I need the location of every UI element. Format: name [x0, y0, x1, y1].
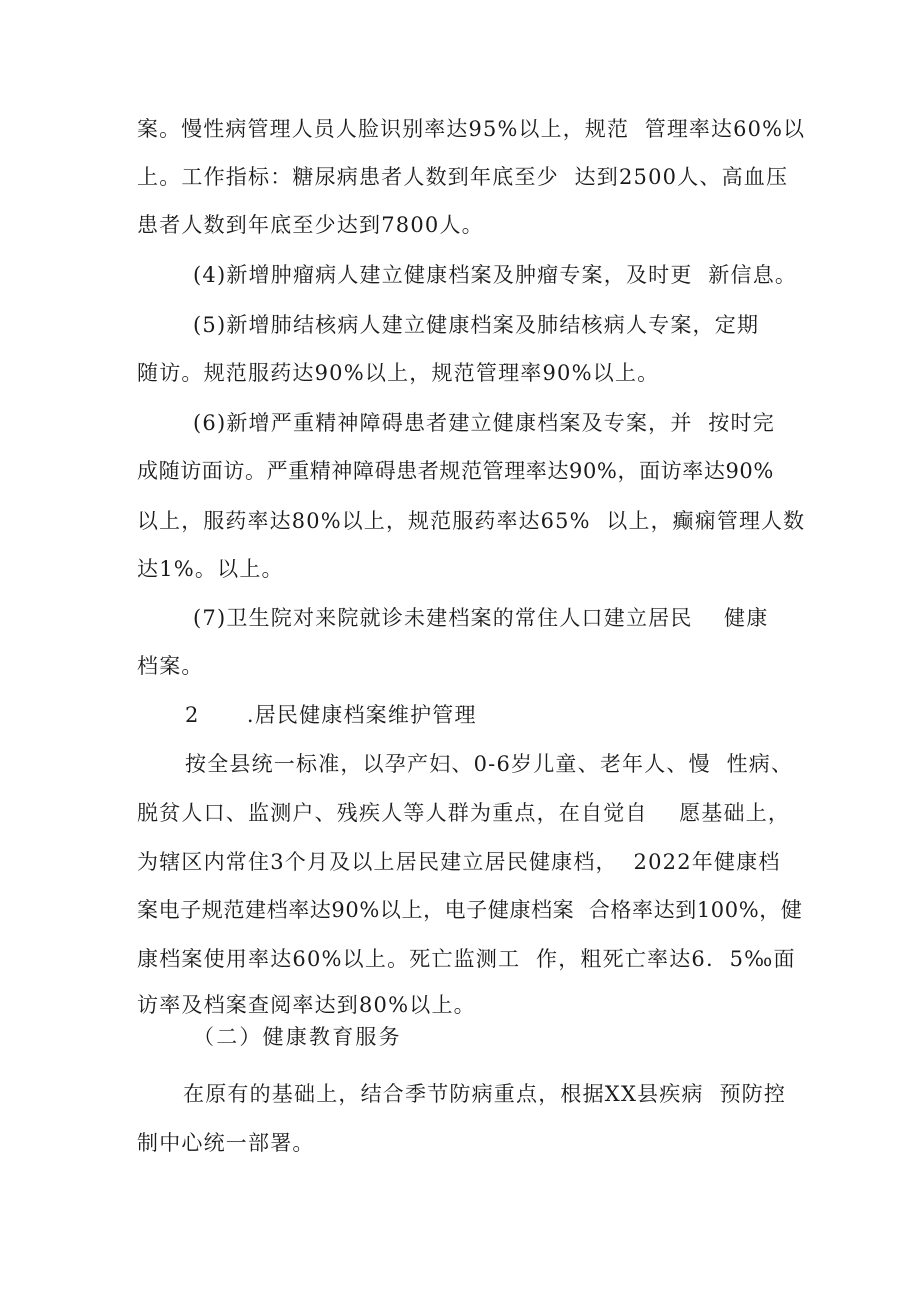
text-line-1: 案。慢性病管理人员人脸识别率达95%以上，规范 管理率达60%以	[137, 117, 806, 141]
text-line-18: 康档案使用率达60%以上。死亡监测工 作，粗死亡率达6. 5‰面	[137, 947, 796, 971]
text-line-14: 按全县统一标准，以孕产妇、0-6岁儿童、老年人、慢 性病、	[185, 752, 794, 776]
section-heading-2: 2 .居民健康档案维护管理	[185, 703, 477, 727]
text-line-5: (5)新增肺结核病人建立健康档案及肺结核病人专案，定期	[193, 313, 760, 337]
text-line-7: (6)新增严重精神障碍患者建立健康档案及专案，并 按时完	[193, 411, 775, 435]
text-line-6: 随访。规范服药达90%以上，规范管理率90%以上。	[137, 361, 660, 385]
text-line-15: 脱贫人口、监测户、残疾人等人群为重点，在自觉自 愿基础上，	[137, 801, 791, 825]
text-line-17: 案电子规范建档率达90%以上，电子健康档案 合格率达到100%，健	[137, 898, 803, 922]
text-line-3: 患者人数到年底至少达到7800人。	[137, 213, 484, 237]
text-line-12: 档案。	[137, 654, 204, 678]
text-line-16: 为辖区内常住3个月及以上居民建立居民健康档， 2022年健康档	[137, 850, 781, 874]
text-line-22: 制中心统一部署。	[137, 1131, 315, 1155]
text-line-4: (4)新增肿瘤病人建立健康档案及肿瘤专案，及时更 新信息。	[193, 263, 798, 287]
text-line-19: 访率及档案查阅率达到80%以上。	[137, 993, 476, 1017]
text-line-10: 达1%。以上。	[137, 557, 284, 581]
text-line-11: (7)卫生院对来院就诊未建档案的常住人口建立居民 健康	[193, 606, 769, 630]
text-line-21: 在原有的基础上，结合季节防病重点，根据XX县疾病 预防控	[183, 1082, 787, 1106]
section-heading-health-education: （二）健康教育服务	[193, 1025, 402, 1049]
text-line-2: 上。工作指标：糖尿病患者人数到年底至少 达到2500人、高血压	[137, 165, 789, 189]
text-line-9: 以上，服药率达80%以上，规范服药率达65% 以上，癫痫管理人数	[137, 509, 806, 533]
text-line-8: 成随访面访。严重精神障碍患者规范管理率达90%，面访率达90%	[137, 459, 774, 483]
